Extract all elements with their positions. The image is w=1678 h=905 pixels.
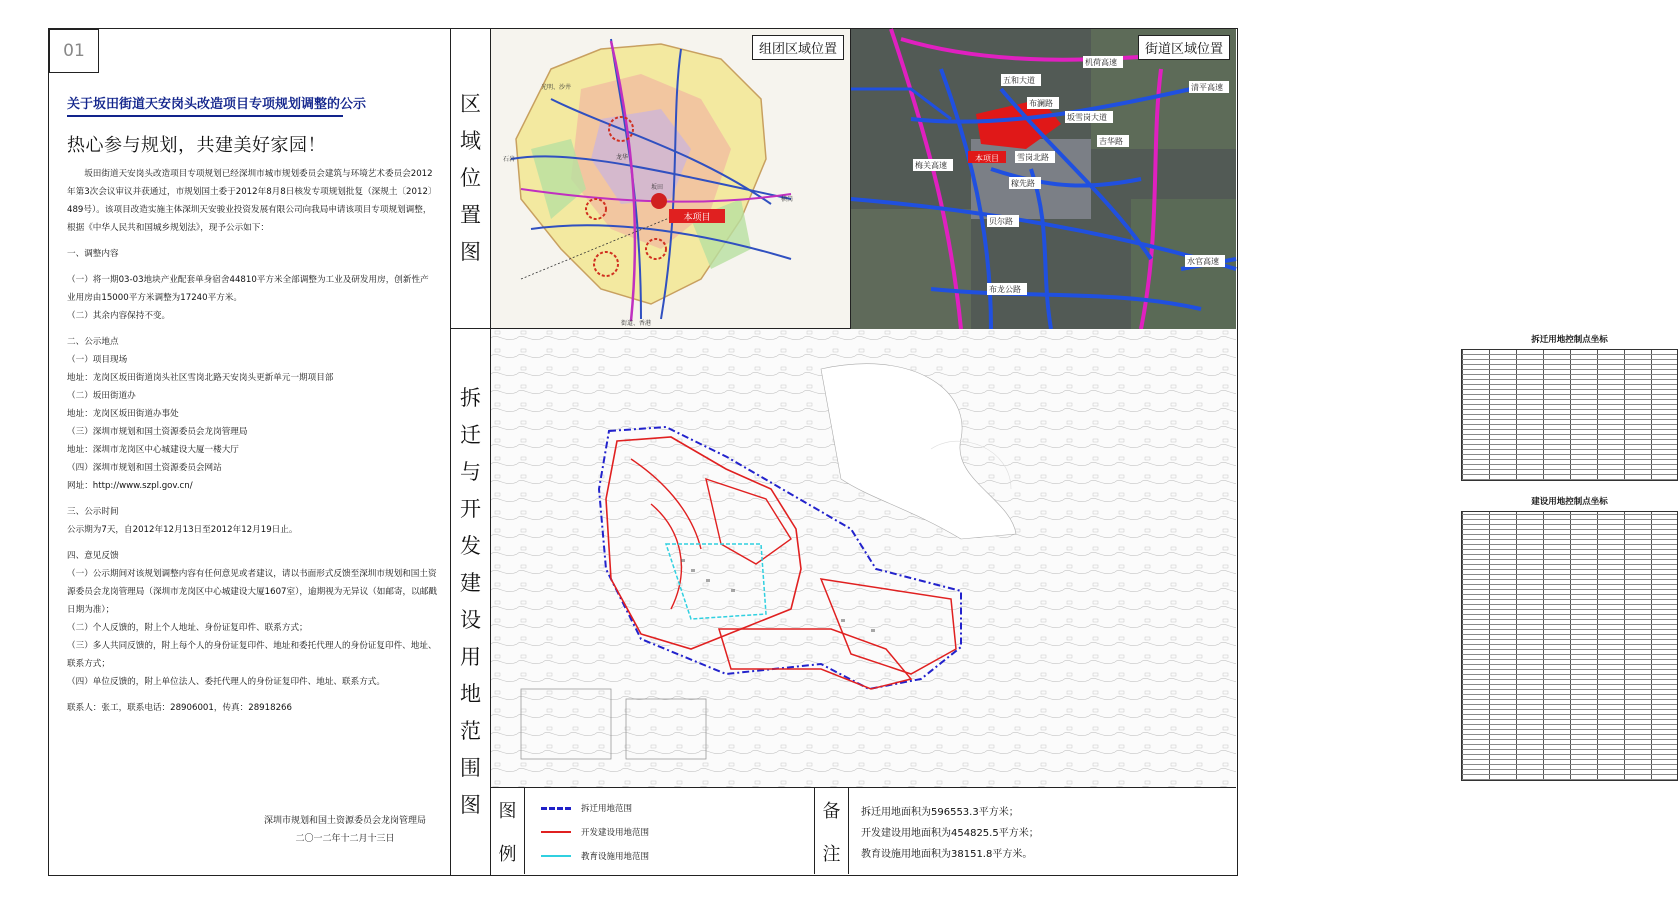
section-item: 公示期为7天，自2012年12月13日至2012年12月19日止。 xyxy=(67,525,298,535)
section-item: （一）项目现场 xyxy=(67,355,128,365)
road-label: 五和大道 xyxy=(1003,76,1035,85)
road-label: 坂雪岗大道 xyxy=(1067,113,1107,122)
intro-paragraph: 坂田街道天安岗头改造项目专项规划已经深圳市城市规划委员会建筑与环境艺术委员会2012年第3次会议审议并获通过，市规划国土委于2012年8月8日核发专项规划批复（深规土〔2012〕489号）。该项目改造实施主体深圳天安骏业投资发展有限公司向我局申请该项目专项规划调整，根据《中华人民共和国城乡规划法》，现予公示如下： xyxy=(67,169,437,233)
section-heading: 二、公示地点 xyxy=(67,337,119,347)
notes-title-char: 备 xyxy=(822,800,841,822)
label-char: 开 xyxy=(460,497,481,521)
website-line: 网址：http://www.szpl.gov.cn/ xyxy=(67,481,193,491)
road-label: 稼先路 xyxy=(1011,179,1035,188)
legend-bar xyxy=(491,787,1236,875)
label-char: 区 xyxy=(460,92,481,116)
label-char: 图 xyxy=(460,793,481,817)
demolition-coordinate-table xyxy=(1461,329,1678,489)
label-char: 发 xyxy=(460,534,481,558)
scope-map-graphic xyxy=(491,329,1236,787)
map-place: 龙华 xyxy=(616,154,629,161)
legend-label: 开发建设用地范围 xyxy=(581,828,650,838)
legend-items xyxy=(525,788,815,874)
page-number: 01 xyxy=(49,29,99,73)
note-line: 拆迁用地面积为596553.3平方米； xyxy=(861,807,1019,818)
notice-title: 关于坂田街道天安岗头改造项目专项规划调整的公示 xyxy=(67,97,367,112)
road-label: 贝尔路 xyxy=(989,217,1013,226)
label-char: 位 xyxy=(460,166,481,190)
legend-title-char: 例 xyxy=(498,843,517,865)
demolition-table-title: 拆迁用地控制点坐标 xyxy=(1531,335,1608,345)
street-map-label: 街道区域位置 xyxy=(1138,35,1230,60)
label-char: 用 xyxy=(460,645,481,669)
address-line: 地址：龙岗区坂田街道岗头社区雪岗北路天安岗头更新单元一期项目部 xyxy=(67,373,334,383)
label-char: 与 xyxy=(460,460,481,484)
legend-swatch xyxy=(541,807,571,810)
label-char: 图 xyxy=(460,240,481,264)
label-char: 建 xyxy=(460,571,481,595)
land-scope-map xyxy=(491,329,1608,787)
legend-item-construction xyxy=(541,826,649,838)
address-line: 地址：深圳市龙岗区中心城建设大厦一楼大厅 xyxy=(67,445,239,455)
project-tag: 本项目 xyxy=(975,154,999,163)
legend-item-education xyxy=(541,850,649,862)
section-item: （四）深圳市规划和国土资源委员会网站 xyxy=(67,463,222,473)
section-item: （二）坂田街道办 xyxy=(67,391,136,401)
label-char: 迁 xyxy=(460,423,481,447)
cluster-map-graphic xyxy=(491,29,851,329)
map-place: 街道、香港 xyxy=(621,320,652,327)
project-tag: 本项目 xyxy=(683,213,711,223)
title-underline xyxy=(67,115,343,117)
road-label: 雪岗北路 xyxy=(1017,153,1049,162)
notes-title xyxy=(815,788,849,874)
street-location-map xyxy=(851,29,1236,329)
map-place: 石岩 xyxy=(503,156,516,163)
section-heading: 一、调整内容 xyxy=(67,249,119,259)
road-label: 布澜路 xyxy=(1029,99,1053,108)
map-place: 光明、沙井 xyxy=(541,84,572,91)
legend-title-char: 图 xyxy=(498,800,517,822)
label-char: 围 xyxy=(460,756,481,780)
road-label: 机荷高速 xyxy=(1085,58,1117,67)
area-notes xyxy=(861,802,1039,865)
road-label: 吉华路 xyxy=(1099,137,1123,146)
construction-table-title: 建设用地控制点坐标 xyxy=(1531,497,1608,507)
section-item: （一）将一期03-03地块产业配套单身宿舍44810平方米全部调整为工业及研发用房，创新性产业用房由15000平方米调整为17240平方米。 xyxy=(67,275,429,303)
cluster-location-map xyxy=(491,29,851,329)
slogan: 热心参与规划，共建美好家园！ xyxy=(67,135,326,156)
legend-item-demolition xyxy=(541,802,632,814)
label-char: 拆 xyxy=(460,386,481,410)
road-label: 水官高速 xyxy=(1187,257,1219,266)
construction-table-grid xyxy=(1461,511,1678,781)
legend-label: 教育设施用地范围 xyxy=(581,852,650,862)
section-heading: 四、意见反馈 xyxy=(67,551,119,561)
section-item: （四）单位反馈的，附上单位法人、委托代理人的身份证复印件、地址、联系方式。 xyxy=(67,677,385,687)
issue-date: 二〇一二年十二月十三日 xyxy=(295,834,395,844)
section-item: （三）多人共同反馈的，附上每个人的身份证复印件、地址和委托代理人的身份证复印件、地址、联系方式； xyxy=(67,641,437,669)
road-label: 清平高速 xyxy=(1191,83,1223,92)
section-item: （二）个人反馈的，附上个人地址、身份证复印件、联系方式； xyxy=(67,623,308,633)
notice-frame xyxy=(48,28,1608,876)
label-char: 设 xyxy=(460,608,481,632)
legend-swatch xyxy=(541,831,571,833)
signature-block xyxy=(260,812,430,848)
label-char: 地 xyxy=(460,682,481,706)
note-line: 开发建设用地面积为454825.5平方米； xyxy=(861,828,1039,839)
contact-line: 联系人：张工，联系电话：28906001，传真：28918266 xyxy=(67,703,292,713)
section-item: （二）其余内容保持不变。 xyxy=(67,311,171,321)
road-label: 梅关高速 xyxy=(915,161,947,170)
legend-title xyxy=(491,788,525,874)
section-item: （一）公示期间对该规划调整内容有任何意见或者建议，请以书面形式反馈至深圳市规划和国土资源委员会龙岗管理局（深圳市龙岗区中心城建设大厦1607室），逾期视为无异议（如邮寄，以邮戳日期为准）； xyxy=(67,569,437,615)
street-map-graphic xyxy=(851,29,1236,329)
notice-body xyxy=(67,165,437,717)
cluster-map-label: 组团区域位置 xyxy=(752,35,844,60)
label-char: 置 xyxy=(460,203,481,227)
legend-label: 拆迁用地范围 xyxy=(581,804,633,814)
signer: 深圳市规划和国土资源委员会龙岗管理局 xyxy=(263,816,426,826)
label-char: 范 xyxy=(460,719,481,743)
map-place: 横岗 xyxy=(781,196,794,203)
section-label-location xyxy=(451,29,491,329)
legend-swatch xyxy=(541,855,571,857)
section-heading: 三、公示时间 xyxy=(67,507,119,517)
map-place: 坂田 xyxy=(651,184,664,191)
road-label: 布龙公路 xyxy=(989,285,1021,294)
note-line: 教育设施用地面积为38151.8平方米。 xyxy=(861,849,1033,860)
address-line: 地址：龙岗区坂田街道办事处 xyxy=(67,409,179,419)
section-item: （三）深圳市规划和国土资源委员会龙岗管理局 xyxy=(67,427,248,437)
notice-text-panel xyxy=(49,29,451,875)
section-label-scope xyxy=(451,329,491,875)
label-char: 域 xyxy=(460,129,481,153)
notes-title-char: 注 xyxy=(822,843,841,865)
construction-coordinate-table xyxy=(1461,491,1678,787)
demolition-table-grid xyxy=(1461,349,1678,481)
